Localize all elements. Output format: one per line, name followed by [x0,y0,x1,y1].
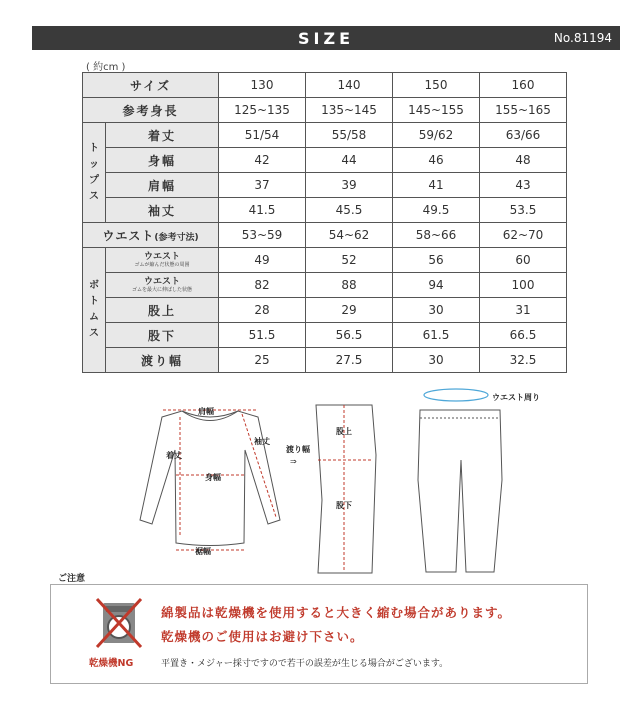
notes-title: ご注意 [58,574,86,584]
page-title: SIZE [297,29,354,48]
table-row [83,248,567,273]
table-cell: 63/66 [480,123,567,148]
diagram-label-inseam: 股下 [336,501,352,510]
row-label: ウエスト ゴムが縮んだ状態の周囲 [106,248,219,273]
header-bar [32,26,620,50]
diagram-label-rise: 股上 [336,427,352,436]
table-cell: 145~155 [393,98,480,123]
table-row [83,73,567,98]
height-header: 参考身長 [83,98,219,123]
table-cell: 41.5 [219,198,306,223]
table-cell: 58~66 [393,223,480,248]
table-row [83,198,567,223]
table-row [83,173,567,198]
row-label: 袖丈 [106,198,219,223]
table-cell: 54~62 [306,223,393,248]
table-cell: 94 [393,273,480,298]
diagram-label-shoulder: 肩幅 [198,407,214,416]
waist-ellipse-icon [424,389,488,401]
table-cell: 31 [480,298,567,323]
row-label: 股下 [106,323,219,348]
row-label: 股上 [106,298,219,323]
table-cell: 53.5 [480,198,567,223]
diagram-label-length: 着丈 [166,451,182,460]
table-cell: 82 [219,273,306,298]
table-cell: 100 [480,273,567,298]
table-cell: 150 [393,73,480,98]
table-cell: 61.5 [393,323,480,348]
table-cell: 49.5 [393,198,480,223]
table-row [83,223,567,248]
table-cell: 52 [306,248,393,273]
arrow-icon: ⇒ [290,457,297,466]
table-cell: 51/54 [219,123,306,148]
table-cell: 45.5 [306,198,393,223]
table-cell: 66.5 [480,323,567,348]
table-cell: 30 [393,348,480,373]
diagram-label-waist-around: ウエスト周り [492,393,540,402]
table-cell: 160 [480,73,567,98]
row-label: ウエスト ゴムを最大に伸ばした状態 [106,273,219,298]
unit-label: ( 約cm ) [86,62,126,73]
table-cell: 62~70 [480,223,567,248]
diagram-label-sleeve: 袖丈 [254,437,270,446]
pants-front-illustration [418,410,502,572]
table-cell: 59/62 [393,123,480,148]
product-number: No.81194 [553,31,612,45]
table-cell: 48 [480,148,567,173]
row-label: 肩幅 [106,173,219,198]
table-cell: 25 [219,348,306,373]
table-cell: 88 [306,273,393,298]
table-cell: 140 [306,73,393,98]
table-cell: 46 [393,148,480,173]
table-cell: 27.5 [306,348,393,373]
size-table [82,72,567,373]
row-label: 渡り幅 [106,348,219,373]
table-cell: 130 [219,73,306,98]
table-row [83,123,567,148]
table-row [83,298,567,323]
table-cell: 56.5 [306,323,393,348]
row-label: 着丈 [106,123,219,148]
table-cell: 60 [480,248,567,273]
dryer-ng-icon [95,597,143,649]
table-cell: 30 [393,298,480,323]
table-row [83,98,567,123]
table-cell: 55/58 [306,123,393,148]
diagram-label-thigh: 渡り幅 [286,445,310,454]
table-cell: 39 [306,173,393,198]
size-header: サイズ [83,73,219,98]
table-cell: 44 [306,148,393,173]
table-cell: 56 [393,248,480,273]
table-cell: 125~135 [219,98,306,123]
table-cell: 28 [219,298,306,323]
table-cell: 43 [480,173,567,198]
note-line-3: 平置き・メジャー採寸ですので若干の誤差が生じる場合がございます。 [161,659,449,669]
diagram-label-hem: 裾幅 [195,547,211,556]
note-line-2: 乾燥機のご使用はお避け下さい。 [161,629,364,644]
table-cell: 155~165 [480,98,567,123]
notes-box [50,584,588,684]
row-label: 身幅 [106,148,219,173]
dryer-ng-label: 乾燥機NG [89,658,134,669]
tops-group-label: ト ッ プ ス [83,123,106,223]
table-row [83,273,567,298]
table-cell: 49 [219,248,306,273]
table-cell: 42 [219,148,306,173]
table-row [83,323,567,348]
measurement-diagram [0,380,640,575]
table-cell: 53~59 [219,223,306,248]
bottoms-group-label: ボ ト ム ス [83,248,106,373]
diagram-label-body-width: 身幅 [205,473,221,482]
table-cell: 29 [306,298,393,323]
table-row [83,148,567,173]
waist-reference-label: ウエスト(参考寸法) [83,223,219,248]
table-cell: 51.5 [219,323,306,348]
note-line-1: 綿製品は乾燥機を使用すると大きく縮む場合があります。 [161,605,512,620]
table-cell: 41 [393,173,480,198]
table-cell: 37 [219,173,306,198]
table-cell: 135~145 [306,98,393,123]
table-cell: 32.5 [480,348,567,373]
table-row [83,348,567,373]
